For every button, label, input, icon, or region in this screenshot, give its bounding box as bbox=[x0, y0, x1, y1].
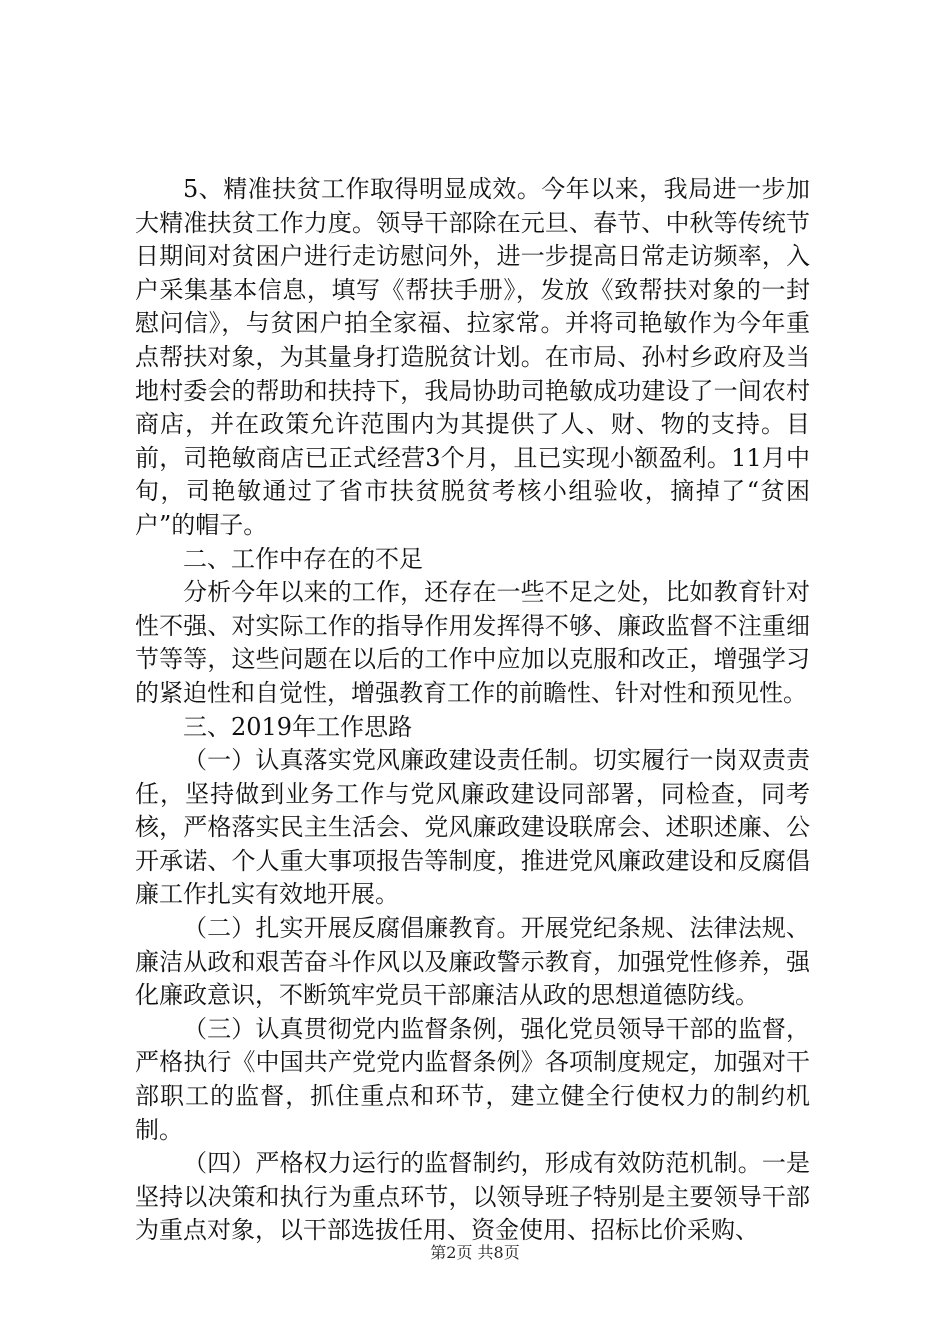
document-body bbox=[135, 173, 810, 1248]
paragraph-plan-2: （二）扎实开展反腐倡廉教育。开展党纪条规、法律法规、廉洁从政和艰苦奋斗作风以及廉政警示教育，加强党性修养，强化廉政意识，不断筑牢党员干部廉洁从政的思想道德防线。 bbox=[135, 914, 810, 1010]
paragraph-poverty-alleviation: 5、精准扶贫工作取得明显成效。今年以来，我局进一步加大精准扶贫工作力度。领导干部除在元旦、春节、中秋等传统节日期间对贫困户进行走访慰问外，进一步提高日常走访频率，入户采集基本信息，填写《帮扶手册》，发放《致帮扶对象的一封慰问信》，与贫困户拍全家福、拉家常。并将司艳敏作为今年重点帮扶对象，为其量身打造脱贫计划。在市局、孙村乡政府及当地村委会的帮助和扶持下，我局协助司艳敏成功建设了一间农村商店，并在政策允许范围内为其提供了人、财、物的支持。目前，司艳敏商店已正式经营3个月，且已实现小额盈利。11月中旬，司艳敏通过了省市扶贫脱贫考核小组验收，摘掉了“贫困户”的帽子。 bbox=[135, 175, 810, 539]
paragraph-shortcomings: 分析今年以来的工作，还存在一些不足之处，比如教育针对性不强、对实际工作的指导作用发挥得不够、廉政监督不注重细节等等，这些问题在以后的工作中应加以克服和改正，增强学习的紧迫性和自觉性，增强教育工作的前瞻性、针对性和预见性。 bbox=[135, 578, 810, 707]
section-heading-shortcomings: 二、工作中存在的不足 bbox=[183, 544, 423, 573]
paragraph-plan-1: （一）认真落实党风廉政建设责任制。切实履行一岗双责责任，坚持做到业务工作与党风廉政建设同部署，同检查，同考核，严格落实民主生活会、党风廉政建设联席会、述职述廉、公开承诺、个人重大事项报告等制度，推进党风廉政建设和反腐倡廉工作扎实有效地开展。 bbox=[135, 746, 810, 909]
section-heading-2019-plan: 三、2019年工作思路 bbox=[183, 712, 413, 741]
page-footer: 第2页 共8页 bbox=[430, 1243, 520, 1262]
paragraph-plan-4: （四）严格权力运行的监督制约，形成有效防范机制。一是坚持以决策和执行为重点环节，以领导班子特别是主要领导干部为重点对象，以干部选拔任用、资金使用、招标比价采购、 bbox=[135, 1149, 810, 1245]
paragraph-plan-3: （三）认真贯彻党内监督条例，强化党员领导干部的监督，严格执行《中国共产党党内监督条例》各项制度规定，加强对干部职工的监督，抓住重点和环节，建立健全行使权力的制约机制。 bbox=[135, 1014, 810, 1144]
